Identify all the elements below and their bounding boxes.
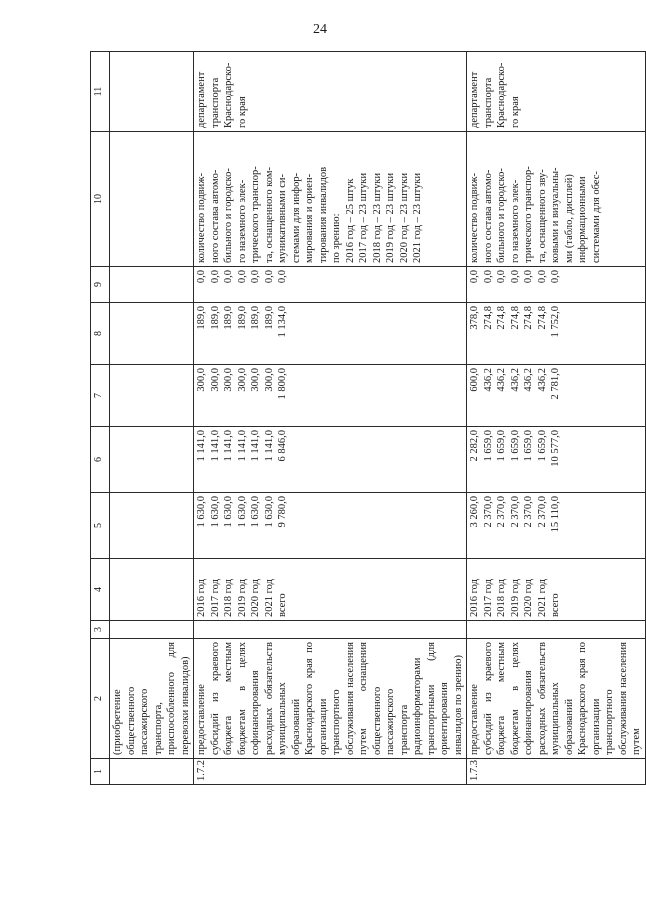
- cell-line: 0,0: [236, 270, 248, 284]
- cell-line: 0,0: [277, 270, 288, 284]
- cell-line: 2016 год: [196, 579, 207, 617]
- cell-line: 0,0: [196, 270, 207, 284]
- cell-line: 1 141,0: [196, 430, 207, 462]
- cell-line: департамент: [196, 71, 207, 128]
- cell-line: 2021 год: [263, 579, 275, 617]
- cell-line: 2 370,0: [536, 496, 548, 528]
- column-number: 11: [91, 52, 110, 132]
- row-description: предоставление субсидий из краевого бюджета местным бюджетам в целях софинансирования расходных обязательств муниципальных образований Краснодарского края по организации транспортного обслуживания населения путем оснащения общественного пассажирского транспорта радиоинформаторами транспортными (для ориентирования инвалидов по зрению): [194, 639, 467, 759]
- cell-line: ковыми и визуальны-: [550, 167, 561, 263]
- cell-line: трического транспор-: [523, 166, 534, 263]
- value-list: [194, 365, 467, 427]
- cell-line: 0,0: [469, 270, 480, 284]
- cell-line: 274,8: [509, 306, 521, 330]
- cell-line: 189,0: [209, 306, 221, 330]
- cell-line: 189,0: [236, 306, 248, 330]
- value-list: [194, 267, 467, 303]
- cell-line: 2021 год – 23 штуки: [412, 172, 423, 263]
- value-list: [467, 267, 646, 303]
- cell-line: 2016 год: [469, 579, 480, 617]
- cell-line: 2020 год – 23 штуки: [398, 172, 410, 263]
- cell-line: 1 141,0: [250, 430, 261, 462]
- column-number: 8: [91, 303, 110, 365]
- cell-line: 189,0: [263, 306, 275, 330]
- cell-line: 0,0: [223, 270, 234, 284]
- cell-line: 1 630,0: [196, 496, 207, 528]
- cell-line: 1 630,0: [236, 496, 248, 528]
- cell-line: 2 370,0: [523, 496, 534, 528]
- cell-line: 1 630,0: [250, 496, 261, 528]
- cell-line: 300,0: [223, 368, 234, 392]
- cell-line: департамент: [469, 71, 480, 128]
- column-number: 5: [91, 493, 110, 559]
- cell-line: 9 780,0: [277, 496, 288, 528]
- cell-line: 0,0: [250, 270, 261, 284]
- cell-line: 300,0: [263, 368, 275, 392]
- cell-line: 1 630,0: [223, 496, 234, 528]
- cell-line: 2019 год: [509, 579, 521, 617]
- cell-line: 436,2: [496, 368, 507, 392]
- value-list: [194, 493, 467, 559]
- cell-line: тирования инвалидов: [317, 166, 329, 263]
- cell-line: всего: [550, 593, 561, 617]
- cell-line: транспорта: [209, 77, 221, 128]
- cell-line: та, оснащенного зву-: [536, 169, 548, 263]
- cell-line: 0,0: [482, 270, 494, 284]
- cell-line: трического транспор-: [250, 166, 261, 263]
- value-list: [467, 303, 646, 365]
- cell-line: 2018 год – 23 штуки: [371, 172, 383, 263]
- cell-line: 2017 год: [482, 579, 494, 617]
- cell-line: 2 370,0: [509, 496, 521, 528]
- value-list: [467, 365, 646, 427]
- cell-line: го наземного элек-: [236, 179, 248, 263]
- cell-line: 274,8: [496, 306, 507, 330]
- cell-line: 2 370,0: [496, 496, 507, 528]
- value-list: [194, 427, 467, 493]
- cell-line: 436,2: [482, 368, 494, 392]
- table-row: [467, 52, 646, 785]
- page-number: 24: [313, 22, 327, 37]
- cell-line: 1 630,0: [209, 496, 221, 528]
- cell-line: 6 846,0: [277, 430, 288, 462]
- row-number: 1.7.3: [467, 759, 646, 785]
- column-number: 10: [91, 132, 110, 267]
- column-number: 3: [91, 621, 110, 639]
- cell-line: ного состава автомо-: [482, 169, 494, 263]
- cell-line: 2 370,0: [482, 496, 494, 528]
- cell-line: 1 141,0: [223, 430, 234, 462]
- cell-line: всего: [277, 593, 288, 617]
- cell-line: 378,0: [469, 306, 480, 330]
- cell-line: 1 141,0: [209, 430, 221, 462]
- year-list: [194, 559, 467, 621]
- cell-line: 1 659,0: [509, 430, 521, 462]
- cell-line: 2 781,0: [550, 368, 561, 400]
- cell-line: 189,0: [196, 306, 207, 330]
- cell-line: количество подвиж-: [196, 173, 207, 263]
- cell-line: 0,0: [536, 270, 548, 284]
- cell-line: 2021 год: [536, 579, 548, 617]
- cell-line: 0,0: [496, 270, 507, 284]
- value-list: [467, 427, 646, 493]
- cell-line: 300,0: [250, 368, 261, 392]
- cell-line: бильного и городско-: [223, 168, 234, 263]
- cell-line: 2016 год – 25 штук: [344, 178, 356, 263]
- cell-line: 1 134,0: [277, 306, 288, 338]
- column-number: 1: [91, 759, 110, 785]
- cell-line: 436,2: [509, 368, 521, 392]
- cell-line: 189,0: [250, 306, 261, 330]
- cell-line: мирования и ориен-: [304, 173, 315, 263]
- cell-line: 1 659,0: [536, 430, 548, 462]
- column-number: 9: [91, 267, 110, 303]
- result-list: [194, 132, 467, 267]
- cell-line: 2018 год: [223, 579, 234, 617]
- row-number: 1.7.2: [194, 759, 467, 785]
- cell-line: го наземного элек-: [509, 179, 521, 263]
- cell-line: 300,0: [196, 368, 207, 392]
- cell-line: 2019 год – 23 штуки: [385, 172, 396, 263]
- cell-line: 1 659,0: [482, 430, 494, 462]
- cell-line: 1 141,0: [263, 430, 275, 462]
- cell-line: ного состава автомо-: [209, 169, 221, 263]
- year-list: [467, 559, 646, 621]
- cell-line: 300,0: [236, 368, 248, 392]
- cell-line: 0,0: [550, 270, 561, 284]
- cell-line: ми (табло, дисплей): [563, 174, 575, 263]
- cell-line: 274,8: [482, 306, 494, 330]
- cell-line: 1 630,0: [263, 496, 275, 528]
- executor-list: [467, 52, 646, 132]
- cell-line: 0,0: [263, 270, 275, 284]
- cell-line: 0,0: [209, 270, 221, 284]
- program-table: [90, 51, 646, 785]
- cell-line: 1 659,0: [496, 430, 507, 462]
- cell-line: бильного и городско-: [496, 168, 507, 263]
- cell-line: 2018 год: [496, 579, 507, 617]
- cell-line: та, оснащенного ком-: [263, 167, 275, 263]
- cell-line: го края: [236, 96, 248, 128]
- cell-line: 1 752,0: [550, 306, 561, 338]
- cell-line: 2019 год: [236, 579, 248, 617]
- cell-line: 600,0: [469, 368, 480, 392]
- header-row: [91, 52, 110, 785]
- cell-line: 274,8: [523, 306, 534, 330]
- cell-line: 300,0: [209, 368, 221, 392]
- cell-line: 1 141,0: [236, 430, 248, 462]
- cell-line: информационными: [577, 176, 588, 263]
- cell-line: 1 800,0: [277, 368, 288, 400]
- value-list: [467, 493, 646, 559]
- column-number: 4: [91, 559, 110, 621]
- cell-line: 3 260,0: [469, 496, 480, 528]
- cell-line: 2017 год: [209, 579, 221, 617]
- cell-line: 2020 год: [523, 579, 534, 617]
- cell-line: количество подвиж-: [469, 173, 480, 263]
- cell-line: 436,2: [523, 368, 534, 392]
- column-number: 7: [91, 365, 110, 427]
- column-number: 2: [91, 639, 110, 759]
- cell-line: 0,0: [509, 270, 521, 284]
- cell-line: Краснодарско-: [223, 62, 234, 128]
- cell-line: муникативными си-: [277, 174, 288, 263]
- cell-line: 10 577,0: [550, 430, 561, 467]
- table-row: [194, 52, 467, 785]
- cell-line: 1 659,0: [523, 430, 534, 462]
- cell-line: 2 282,0: [469, 430, 480, 462]
- cell-line: 189,0: [223, 306, 234, 330]
- result-list: [467, 132, 646, 267]
- cell-line: Краснодарско-: [496, 62, 507, 128]
- cell-line: 436,2: [536, 368, 548, 392]
- cell-line: го края: [509, 96, 521, 128]
- continuation-text: (приобретение общественного пассажирского транспорта, приспособленного для перевозки инвалидов): [110, 639, 194, 759]
- cell-line: системами для обес-: [590, 171, 602, 263]
- column-number: 6: [91, 427, 110, 493]
- cell-line: по зрению:: [331, 213, 342, 263]
- cell-line: 2020 год: [250, 579, 261, 617]
- cell-line: транспорта: [482, 77, 494, 128]
- cell-line: стемами для инфор-: [290, 172, 302, 263]
- cell-line: 2017 год – 23 штуки: [358, 172, 369, 263]
- cell-line: 0,0: [523, 270, 534, 284]
- executor-list: [194, 52, 467, 132]
- continuation-row: [110, 52, 194, 785]
- value-list: [194, 303, 467, 365]
- cell-line: 15 110,0: [550, 496, 561, 533]
- rotated-table-wrapper: [90, 52, 642, 785]
- cell-line: 274,8: [536, 306, 548, 330]
- row-description: предоставление субсидий из краевого бюджета местным бюджетам в целях софинансирования расходных обязательств муниципальных образований Краснодарского края по организации транспортного обслуживания населения путем: [467, 639, 646, 759]
